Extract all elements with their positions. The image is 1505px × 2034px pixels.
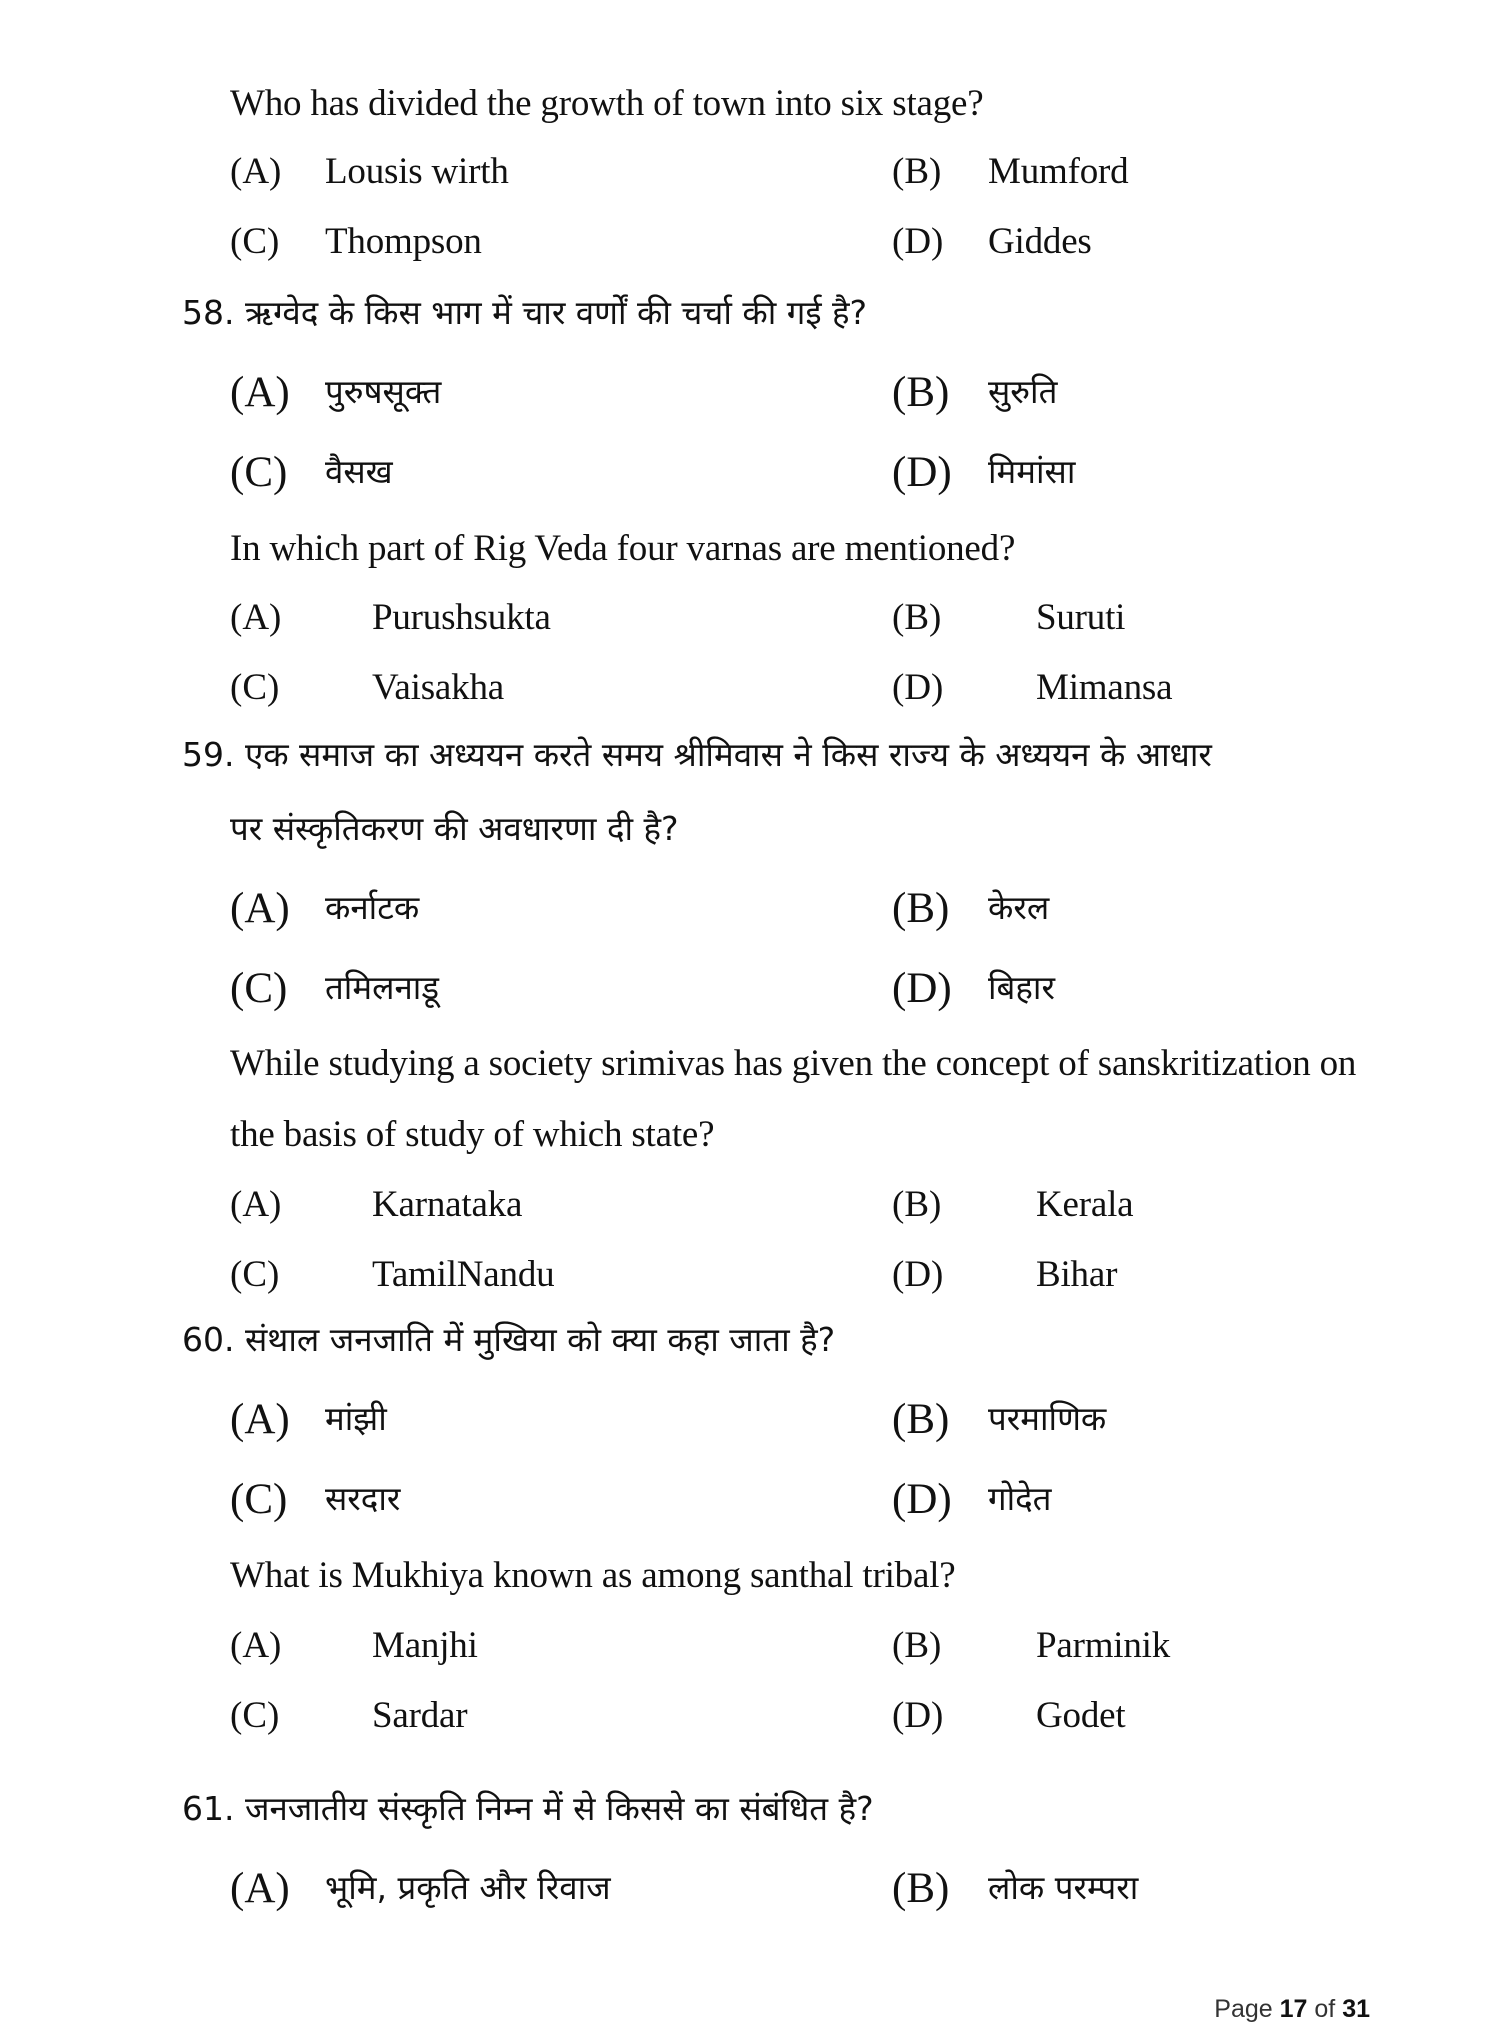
question-61-hindi-text: 61. जनजातीय संस्कृति निम्न में से किससे का संबंधित है? [182, 1789, 874, 1828]
option-b-label: (B) [892, 369, 950, 416]
option-c-label: (C) [230, 449, 288, 496]
option-d-text: मिमांसा [988, 452, 1076, 491]
option-c-label: (C) [230, 221, 280, 262]
option-b-label: (B) [892, 885, 950, 932]
option-a-text: Purushsukta [372, 597, 551, 638]
option-d-text: Bihar [1036, 1254, 1118, 1295]
option-d-text: Giddes [988, 221, 1092, 262]
question-58-english-text: In which part of Rig Veda four varnas are mentioned? [230, 528, 1016, 569]
page-current-number: 17 [1279, 1995, 1308, 2023]
option-a-text: भूमि, प्रकृति और रिवाज [325, 1868, 611, 1907]
option-b-label: (B) [892, 151, 942, 192]
option-b-text: सुरुति [988, 372, 1058, 411]
option-c-text: सरदार [325, 1479, 401, 1518]
option-b-label: (B) [892, 1396, 950, 1443]
option-b-text: लोक परम्परा [988, 1868, 1139, 1907]
option-c-text: Vaisakha [372, 667, 504, 708]
option-b-label: (B) [892, 1625, 942, 1666]
option-a-label: (A) [230, 151, 282, 192]
option-c-label: (C) [230, 1254, 280, 1295]
option-b-text: Suruti [1036, 597, 1126, 638]
option-a-label: (A) [230, 885, 290, 932]
option-c-text: तमिलनाडू [325, 968, 439, 1007]
option-c-text: वैसख [325, 452, 393, 491]
option-b-text: Parminik [1036, 1625, 1171, 1666]
option-a-text: कर्नाटक [325, 888, 420, 927]
option-b-text: Mumford [988, 151, 1129, 192]
option-d-label: (D) [892, 221, 944, 262]
question-60-english-text: What is Mukhiya known as among santhal tribal? [230, 1555, 956, 1596]
option-d-label: (D) [892, 1254, 944, 1295]
option-d-text: बिहार [988, 968, 1055, 1007]
option-a-label: (A) [230, 1184, 282, 1225]
option-d-text: गोदेत [988, 1479, 1052, 1518]
option-a-text: Lousis wirth [325, 151, 509, 192]
question-59-english-text-continued: the basis of study of which state? [230, 1114, 715, 1155]
option-d-label: (D) [892, 449, 952, 496]
question-59-hindi-text-continued: पर संस्कृतिकरण की अवधारणा दी है? [230, 809, 679, 848]
option-d-text: Mimansa [1036, 667, 1173, 708]
option-d-label: (D) [892, 1476, 952, 1523]
option-b-text: Kerala [1036, 1184, 1134, 1225]
option-a-label: (A) [230, 1625, 282, 1666]
option-c-label: (C) [230, 667, 280, 708]
of-word: of [1314, 1995, 1336, 2023]
option-c-text: TamilNandu [372, 1254, 555, 1295]
option-a-text: Manjhi [372, 1625, 478, 1666]
question-59-hindi-text: 59. एक समाज का अध्ययन करते समय श्रीमिवास ने किस राज्य के अध्ययन के आधार [182, 735, 1212, 774]
option-a-text: मांझी [325, 1399, 387, 1438]
option-d-label: (D) [892, 667, 944, 708]
option-a-label: (A) [230, 1396, 290, 1443]
page-number-footer [1214, 1995, 1370, 2024]
question-57-english-text: Who has divided the growth of town into six stage? [230, 83, 984, 124]
option-b-label: (B) [892, 1865, 950, 1912]
option-b-text: केरल [988, 888, 1050, 927]
option-c-label: (C) [230, 965, 288, 1012]
option-a-label: (A) [230, 369, 290, 416]
option-d-label: (D) [892, 965, 952, 1012]
question-59-english-text: While studying a society srimivas has given the concept of sanskritization on [230, 1043, 1357, 1084]
page-total-number: 31 [1342, 1995, 1370, 2023]
option-a-label: (A) [230, 597, 282, 638]
option-c-label: (C) [230, 1476, 288, 1523]
option-c-label: (C) [230, 1695, 280, 1736]
option-d-label: (D) [892, 1695, 944, 1736]
option-c-text: Sardar [372, 1695, 468, 1736]
option-a-label: (A) [230, 1865, 290, 1912]
question-58-hindi-text: 58. ऋग्वेद के किस भाग में चार वर्णों की चर्चा की गई है? [182, 293, 868, 332]
page-word: Page [1214, 1995, 1273, 2023]
option-b-text: परमाणिक [988, 1399, 1107, 1438]
option-a-text: पुरुषसूक्त [325, 372, 442, 411]
option-b-label: (B) [892, 1184, 942, 1225]
option-c-text: Thompson [325, 221, 482, 262]
option-a-text: Karnataka [372, 1184, 523, 1225]
option-d-text: Godet [1036, 1695, 1126, 1736]
option-b-label: (B) [892, 597, 942, 638]
question-60-hindi-text: 60. संथाल जनजाति में मुखिया को क्या कहा जाता है? [182, 1320, 836, 1359]
